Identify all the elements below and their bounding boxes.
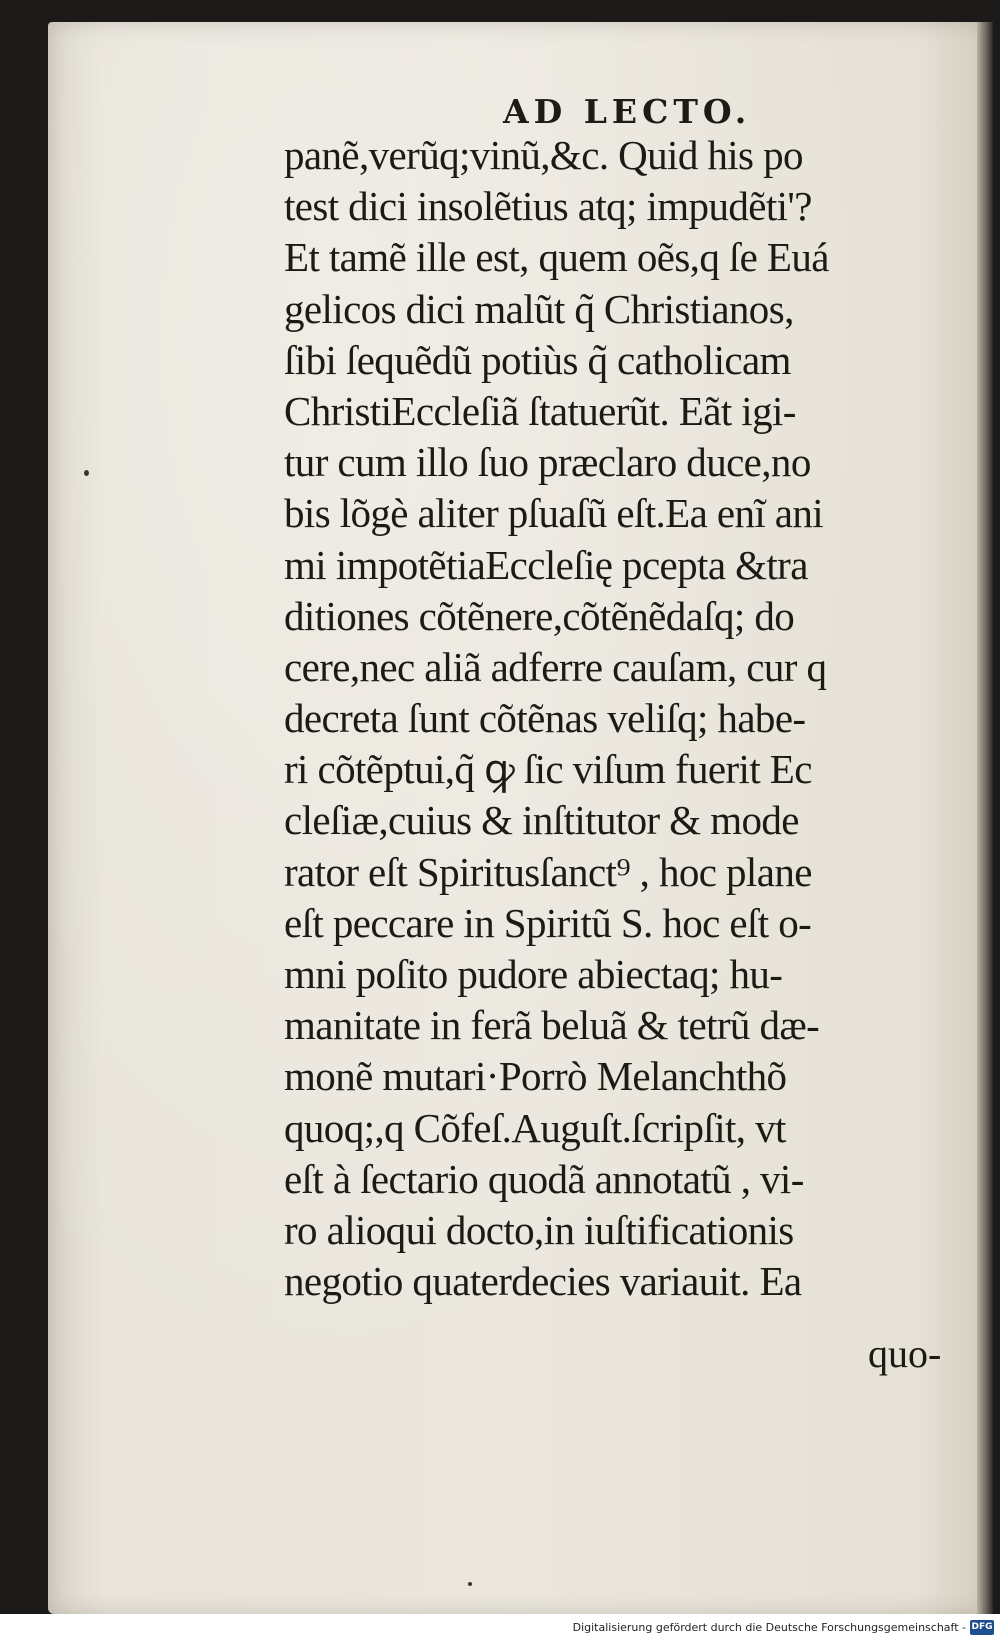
- page-edge-shadow: [977, 22, 993, 1614]
- text-line: mi impotẽtiaEccleſię pcepta &tra: [284, 541, 808, 588]
- text-line: negotio quaterdecies variauit. Ea: [284, 1258, 802, 1305]
- paper-speck: [84, 470, 89, 476]
- text-line: decreta ſunt cõtẽnas veliſq; habe-: [284, 695, 806, 742]
- text-line: ChristiEccleſiã ſtatuerũt. Eãt igi-: [284, 387, 796, 434]
- text-line: ditiones cõtẽnere,cõtẽnẽdaſq; do: [284, 592, 795, 639]
- footer-bar: [0, 1614, 1000, 1638]
- text-line: tur cum illo ſuo præclaro duce,no: [284, 439, 811, 486]
- text-line: ri cõtẽptui,q̃ ꝙ ſic viſum fuerit Ec: [284, 746, 812, 793]
- text-line: rator eſt Spiritusſanct⁹ , hoc plane: [284, 848, 812, 895]
- dfg-logo: DFG: [970, 1620, 994, 1635]
- text-line: cere,nec aliã adferre cauſam, cur q: [284, 643, 827, 690]
- catchword: quo-: [868, 1331, 942, 1376]
- text-line: bis lõgè aliter pſuaſũ eſt.Ea enĩ ani: [284, 490, 824, 537]
- footer-credit: Digitalisierung gefördert durch die Deutsche Forschungsgemeinschaft -: [572, 1621, 966, 1634]
- text-line: quoq;,q Cõfeſ.Auguſt.ſcripſit, vt: [284, 1104, 786, 1151]
- text-line: eſt peccare in Spiritũ S. hoc eſt o-: [284, 899, 812, 946]
- text-line: manitate in ferã beluã & tetrũ dæ-: [284, 1002, 820, 1049]
- text-line: ro alioqui docto,in iuſtificationis: [284, 1206, 794, 1253]
- text-line: Et tamẽ ille est, quem oẽs,q ſe Euá: [284, 234, 829, 281]
- book-page: [48, 22, 993, 1614]
- text-line: cleſiæ,cuius & inſtitutor & mode: [284, 797, 799, 844]
- text-line: panẽ,verũq;vinũ,&c. Quid his po: [284, 132, 803, 178]
- running-head: AD LECTO.: [503, 92, 752, 131]
- paper-speck: [468, 1582, 472, 1586]
- text-line: eſt à ſectario quodã annotatũ , vi-: [284, 1155, 804, 1202]
- text-block: [284, 130, 959, 1307]
- text-line: test dici insolẽtius atq; impudẽti'?: [284, 183, 812, 230]
- text-line: ſibi ſequẽdũ potiùs q̃ catholicam: [284, 336, 791, 383]
- text-line: gelicos dici malũt q̃ Christianos,: [284, 285, 794, 332]
- text-line: monẽ mutari·Porrò Melanchthõ: [284, 1053, 787, 1100]
- text-line: mni poſito pudore abiectaq; hu-: [284, 951, 783, 997]
